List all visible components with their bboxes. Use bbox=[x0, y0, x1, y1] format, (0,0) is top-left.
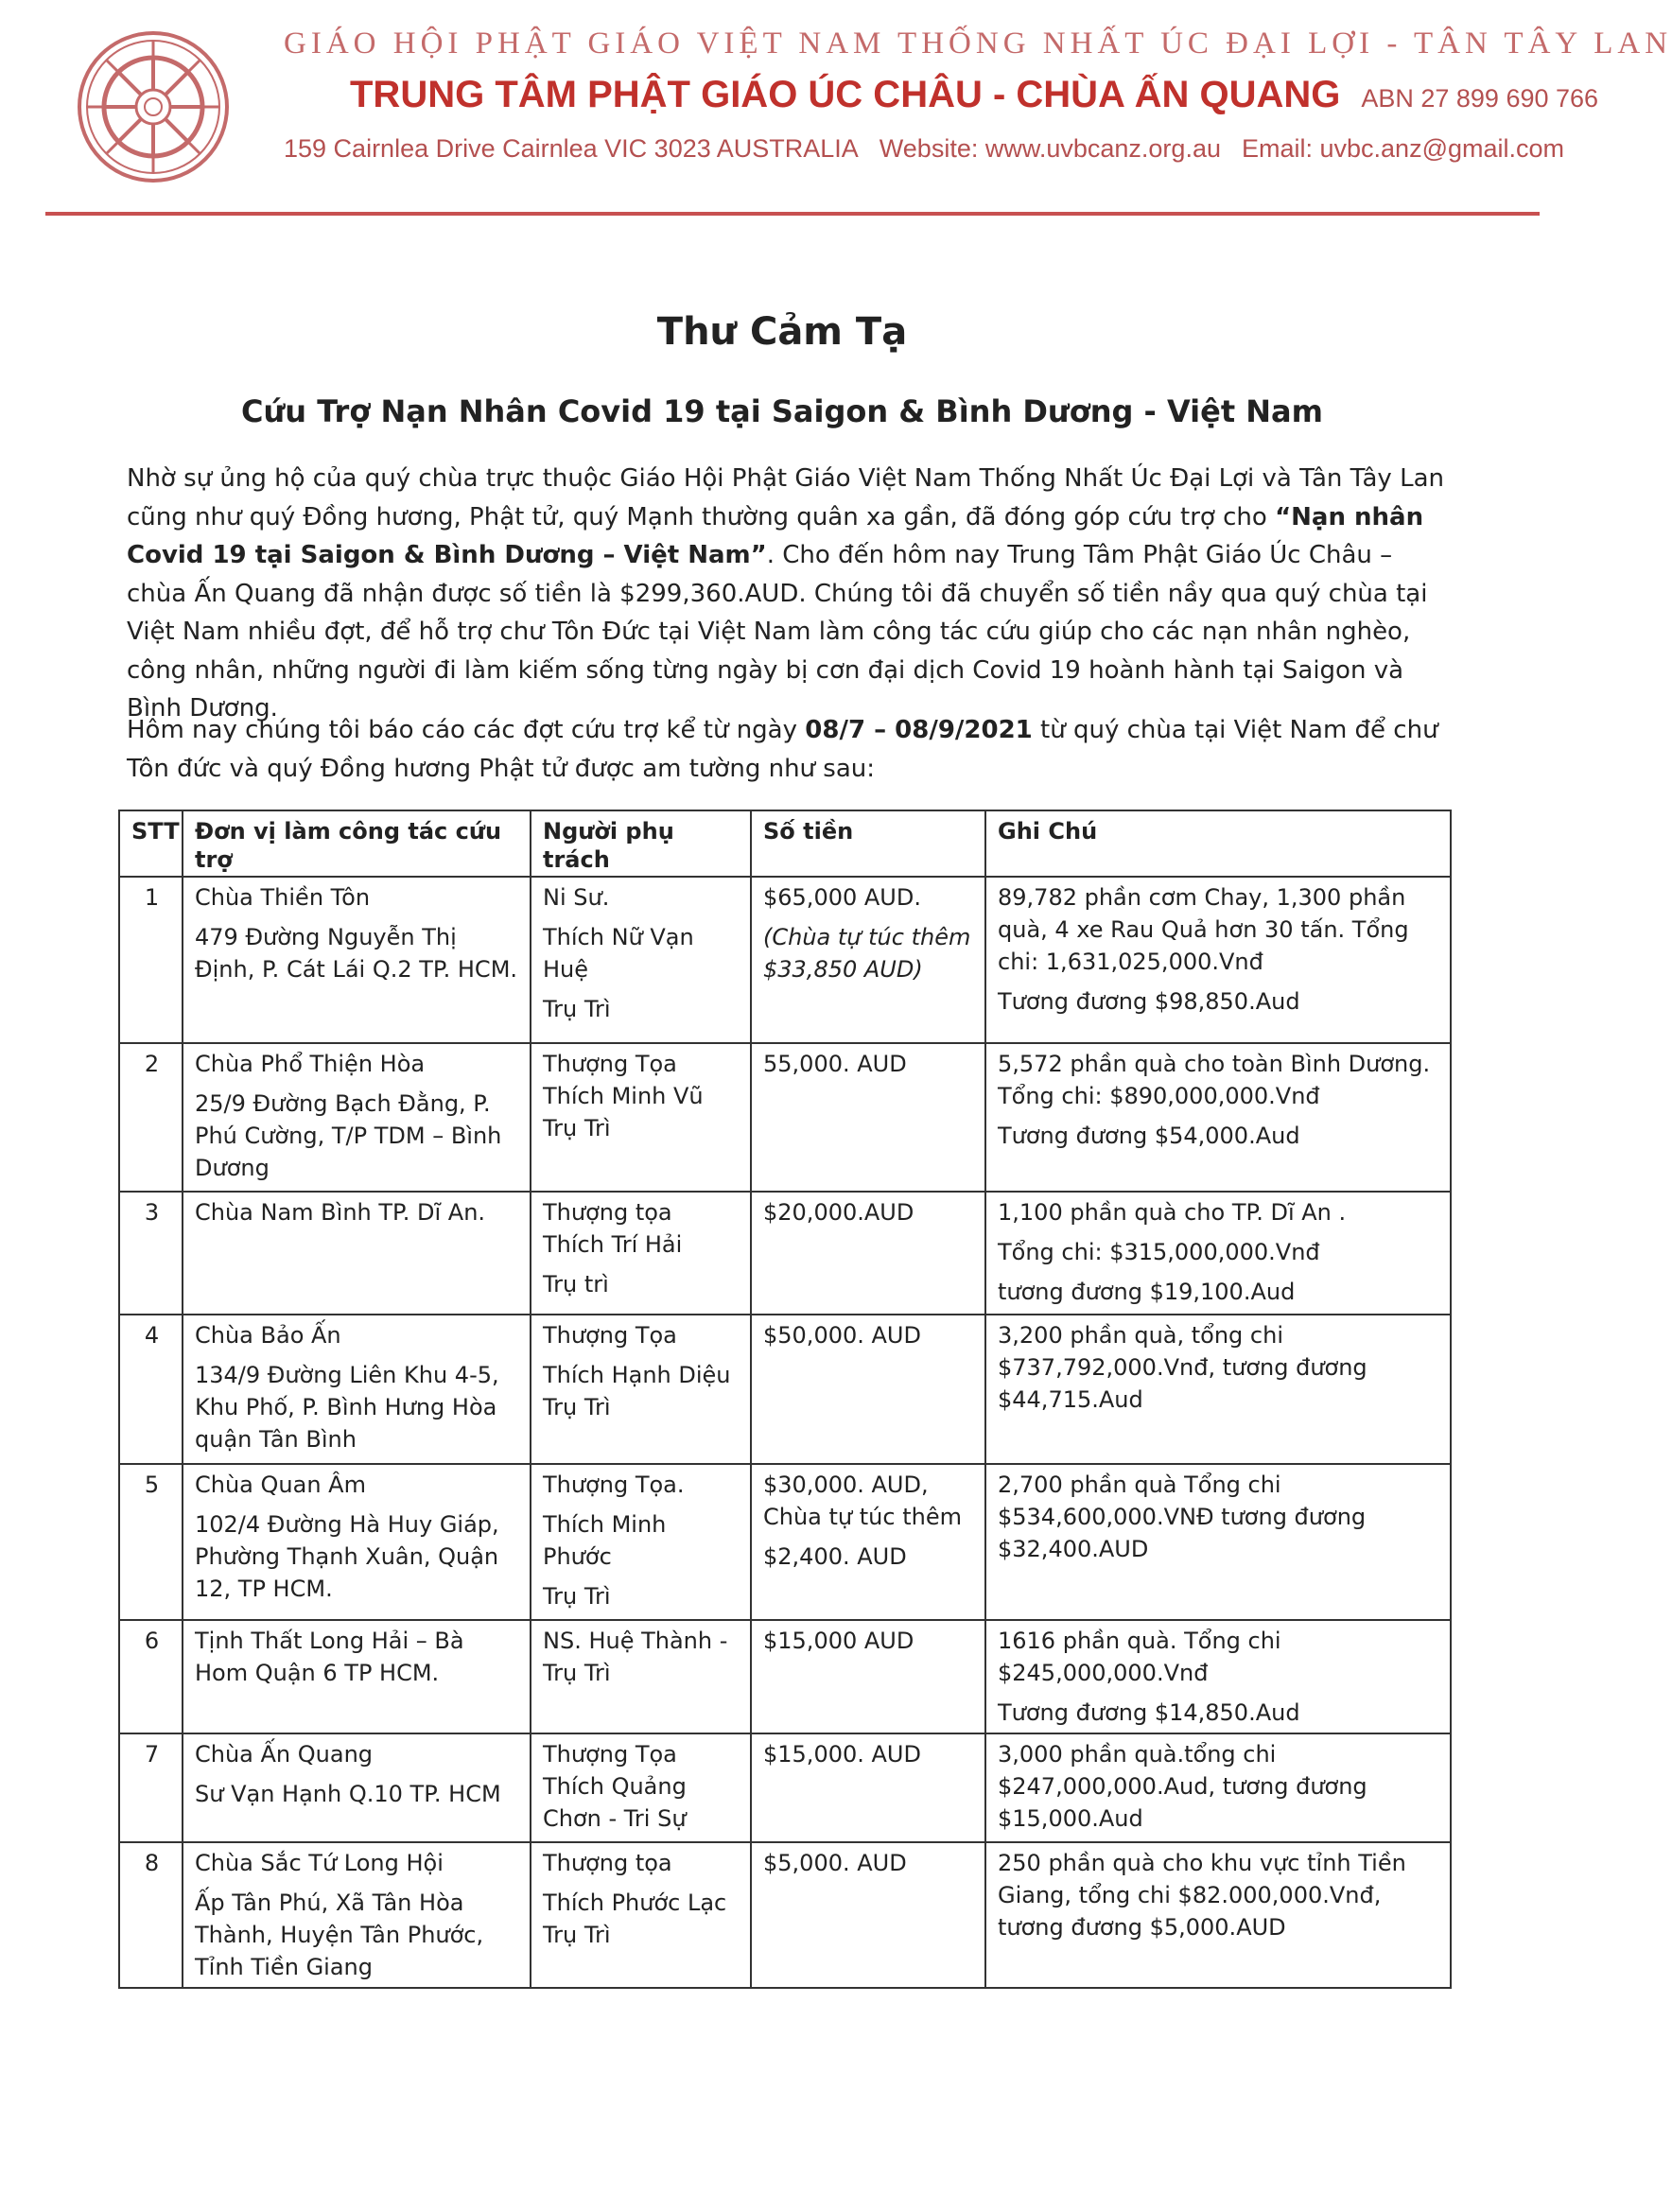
report-date-range: 08/7 – 08/9/2021 bbox=[805, 716, 1033, 744]
cell-unit bbox=[183, 1043, 531, 1192]
cell-person bbox=[531, 1192, 751, 1315]
person-line: Thích Nữ Vạn Huệ bbox=[543, 924, 694, 983]
note-line: 250 phần quà cho khu vực tỉnh Tiền Giang, tổng chi $82.000,000.Vnđ, tương đương $5,000.AUD bbox=[998, 1850, 1406, 1941]
website-link[interactable]: Website: www.uvbcanz.org.au bbox=[879, 134, 1221, 163]
cell-unit bbox=[183, 1315, 531, 1464]
table-row bbox=[119, 1733, 1451, 1842]
amount-extra: (Chùa tự túc thêm $33,850 AUD) bbox=[763, 924, 971, 983]
unit-address: 134/9 Đường Liên Khu 4-5, Khu Phố, P. Bình Hưng Hòa quận Tân Bình bbox=[195, 1362, 499, 1453]
note-line: Tương đương $14,850.Aud bbox=[998, 1699, 1300, 1726]
header-amount: Số tiền bbox=[751, 810, 985, 877]
cell-stt: 2 bbox=[119, 1043, 183, 1192]
amount-main: $50,000. AUD bbox=[763, 1322, 921, 1349]
unit-address: 479 Đường Nguyễn Thị Định, P. Cát Lái Q.2 TP. HCM. bbox=[195, 924, 518, 983]
person-line: Thích Hạnh Diệu Trụ Trì bbox=[543, 1362, 731, 1420]
amount-main: $20,000.AUD bbox=[763, 1199, 914, 1226]
unit-address: 25/9 Đường Bạch Đằng, P. Phú Cường, T/P TDM – Bình Dương bbox=[195, 1090, 502, 1181]
center-name-line bbox=[350, 74, 1598, 116]
note-line: 2,700 phần quà Tổng chi $534,600,000.VNĐ tương đương $32,400.AUD bbox=[998, 1472, 1367, 1562]
cell-person bbox=[531, 877, 751, 1043]
cell-amount bbox=[751, 1733, 985, 1842]
amount-main: $15,000 AUD bbox=[763, 1628, 914, 1654]
cell-person bbox=[531, 1043, 751, 1192]
unit-name: Chùa Bảo Ấn bbox=[195, 1322, 341, 1349]
header-note: Ghi Chú bbox=[985, 810, 1451, 877]
table-row bbox=[119, 1043, 1451, 1192]
intro-text-a: Nhờ sự ủng hộ của quý chùa trực thuộc Giáo Hội Phật Giáo Việt Nam Thống Nhất Úc Đại Lợi và Tân Tây Lan cũng như quý Đồng hương, Phật tử, quý Mạnh thường quân xa gần, đã đóng góp cứu trợ cho bbox=[127, 464, 1444, 531]
cell-person bbox=[531, 1733, 751, 1842]
unit-address: Ấp Tân Phú, Xã Tân Hòa Thành, Huyện Tân Phước, Tỉnh Tiền Giang bbox=[195, 1890, 484, 1980]
unit-name: Chùa Sắc Tứ Long Hội bbox=[195, 1850, 444, 1876]
cell-amount bbox=[751, 877, 985, 1043]
header-stt: STT bbox=[119, 810, 183, 877]
report-text-a: Hôm nay chúng tôi báo cáo các đợt cứu trợ kể từ ngày bbox=[127, 716, 806, 744]
person-line: Trụ Trì bbox=[543, 1583, 611, 1610]
unit-name: Chùa Phổ Thiện Hòa bbox=[195, 1051, 426, 1077]
cell-person bbox=[531, 1315, 751, 1464]
person-line: Thích Phước Lạc Trụ Trì bbox=[543, 1890, 727, 1948]
amount-main: $15,000. AUD bbox=[763, 1741, 921, 1768]
cell-stt: 1 bbox=[119, 877, 183, 1043]
note-line: 1616 phần quà. Tổng chi $245,000,000.Vnđ bbox=[998, 1628, 1281, 1686]
person-line: Thượng tọa Thích Trí Hải bbox=[543, 1199, 683, 1258]
cell-stt: 4 bbox=[119, 1315, 183, 1464]
table-row bbox=[119, 1842, 1451, 1988]
amount-main: 55,000. AUD bbox=[763, 1051, 907, 1077]
letter-title: Thư Cảm Tạ bbox=[656, 310, 908, 354]
person-line: Trụ Trì bbox=[543, 996, 611, 1022]
report-text-b: từ quý chùa tại Việt Nam để chư Tôn đức và quý Đồng hương Phật tử được am tường như sau: bbox=[127, 716, 1438, 783]
note-line: Tổng chi: $315,000,000.Vnđ bbox=[998, 1239, 1320, 1265]
cell-amount bbox=[751, 1315, 985, 1464]
unit-address: 102/4 Đường Hà Huy Giáp, Phường Thạnh Xuân, Quận 12, TP HCM. bbox=[195, 1511, 499, 1602]
note-line: Tương đương $54,000.Aud bbox=[998, 1123, 1300, 1149]
person-line: Thượng Tọa bbox=[543, 1322, 677, 1349]
cell-unit bbox=[183, 1464, 531, 1620]
cell-amount bbox=[751, 1043, 985, 1192]
email-link[interactable]: Email: uvbc.anz@gmail.com bbox=[1241, 134, 1565, 163]
intro-text-bold: “Nạn nhân Covid 19 tại Saigon & Bình Dương – Việt Nam” bbox=[127, 502, 1424, 569]
cell-note bbox=[985, 1192, 1451, 1315]
cell-note bbox=[985, 877, 1451, 1043]
table-row bbox=[119, 1620, 1451, 1733]
cell-person bbox=[531, 1464, 751, 1620]
cell-amount bbox=[751, 1620, 985, 1733]
cell-amount bbox=[751, 1842, 985, 1988]
unit-name: Tịnh Thất Long Hải – Bà Hom Quận 6 TP HCM. bbox=[195, 1628, 464, 1686]
amount-main: $30,000. AUD, Chùa tự túc thêm bbox=[763, 1472, 962, 1530]
person-line: Trụ trì bbox=[543, 1271, 609, 1298]
person-line: Thích Minh Phước bbox=[543, 1511, 667, 1570]
org-name: GIÁO HỘI PHẬT GIÁO VIỆT NAM THỐNG NHẤT ÚC ĐẠI LỢI - TÂN TÂY LAN bbox=[284, 26, 1672, 61]
table-row bbox=[119, 877, 1451, 1043]
note-line: 3,200 phần quà, tổng chi $737,792,000.Vnđ, tương đương $44,715.Aud bbox=[998, 1322, 1367, 1413]
unit-address: Sư Vạn Hạnh Q.10 TP. HCM bbox=[195, 1781, 501, 1807]
person-line: Ni Sư. bbox=[543, 884, 610, 911]
header-divider bbox=[45, 212, 1540, 216]
cell-unit bbox=[183, 1620, 531, 1733]
intro-text-b: . Cho đến hôm nay Trung Tâm Phật Giáo Úc Châu – chùa Ấn Quang đã nhận được số tiền là $299,360.AUD. Chúng tôi đã chuyển số tiền nầy qua quý chùa tại Việt Nam nhiều đợt, để hỗ trợ chư Tôn Đức tại Việt Nam làm công tác cứu giúp cho các nạn nhân nghèo, công nhân, những người đi làm kiếm sống từng ngày bị cơn đại dịch Covid 19 hoành hành tại Saigon và Bình Dương. bbox=[127, 541, 1428, 723]
amount-main: $65,000 AUD. bbox=[763, 884, 921, 911]
amount-extra: $2,400. AUD bbox=[763, 1543, 907, 1570]
person-line: Thượng Tọa. bbox=[543, 1472, 685, 1498]
cell-person bbox=[531, 1620, 751, 1733]
cell-stt: 3 bbox=[119, 1192, 183, 1315]
cell-amount bbox=[751, 1464, 985, 1620]
cell-note bbox=[985, 1315, 1451, 1464]
person-line: Thượng tọa bbox=[543, 1850, 672, 1876]
intro-paragraph bbox=[127, 460, 1451, 728]
cell-unit bbox=[183, 1842, 531, 1988]
contact-line bbox=[284, 134, 1585, 164]
cell-person bbox=[531, 1842, 751, 1988]
cell-unit bbox=[183, 1192, 531, 1315]
dharma-wheel-icon bbox=[59, 26, 248, 187]
header-unit: Đơn vị làm công tác cứu trợ bbox=[183, 810, 531, 877]
letter-subtitle: Cứu Trợ Nạn Nhân Covid 19 tại Saigon & Bình Dương - Việt Nam bbox=[241, 393, 1323, 429]
cell-stt: 6 bbox=[119, 1620, 183, 1733]
table-header-row bbox=[119, 810, 1451, 877]
note-line: tương đương $19,100.Aud bbox=[998, 1279, 1296, 1305]
amount-main: $5,000. AUD bbox=[763, 1850, 907, 1876]
cell-unit bbox=[183, 1733, 531, 1842]
note-line: Tương đương $98,850.Aud bbox=[998, 988, 1300, 1015]
person-line: Thượng Tọa Thích Quảng Chơn - Tri Sự bbox=[543, 1741, 687, 1832]
cell-note bbox=[985, 1842, 1451, 1988]
address: 159 Cairnlea Drive Cairnlea VIC 3023 AUSTRALIA bbox=[284, 134, 859, 163]
cell-note bbox=[985, 1464, 1451, 1620]
cell-note bbox=[985, 1620, 1451, 1733]
relief-table bbox=[118, 810, 1452, 1989]
report-paragraph bbox=[127, 711, 1451, 788]
unit-name: Chùa Quan Âm bbox=[195, 1472, 366, 1498]
table-row bbox=[119, 1192, 1451, 1315]
cell-amount bbox=[751, 1192, 985, 1315]
table-row bbox=[119, 1464, 1451, 1620]
cell-note bbox=[985, 1043, 1451, 1192]
cell-stt: 8 bbox=[119, 1842, 183, 1988]
abn-number: ABN 27 899 690 766 bbox=[1361, 84, 1599, 113]
header-person: Người phụ trách bbox=[531, 810, 751, 877]
note-line: 3,000 phần quà.tổng chi $247,000,000.Aud, tương đương $15,000.Aud bbox=[998, 1741, 1367, 1832]
center-name: TRUNG TÂM PHẬT GIÁO ÚC CHÂU - CHÙA ẤN QUANG bbox=[350, 74, 1341, 115]
unit-name: Chùa Nam Bình TP. Dĩ An. bbox=[195, 1199, 486, 1226]
cell-unit bbox=[183, 877, 531, 1043]
note-line: 89,782 phần cơm Chay, 1,300 phần quà, 4 xe Rau Quả hơn 30 tấn. Tổng chi: 1,631,025,000.Vnđ bbox=[998, 884, 1409, 975]
note-line: 1,100 phần quà cho TP. Dĩ An . bbox=[998, 1199, 1347, 1226]
cell-stt: 7 bbox=[119, 1733, 183, 1842]
person-line: Thượng Tọa Thích Minh Vũ Trụ Trì bbox=[543, 1051, 704, 1141]
unit-name: Chùa Thiền Tôn bbox=[195, 884, 371, 911]
cell-note bbox=[985, 1733, 1451, 1842]
table-row bbox=[119, 1315, 1451, 1464]
cell-stt: 5 bbox=[119, 1464, 183, 1620]
unit-name: Chùa Ấn Quang bbox=[195, 1741, 374, 1768]
person-line: NS. Huệ Thành - Trụ Trì bbox=[543, 1628, 728, 1686]
note-line: 5,572 phần quà cho toàn Bình Dương. Tổng chi: $890,000,000.Vnđ bbox=[998, 1051, 1431, 1109]
